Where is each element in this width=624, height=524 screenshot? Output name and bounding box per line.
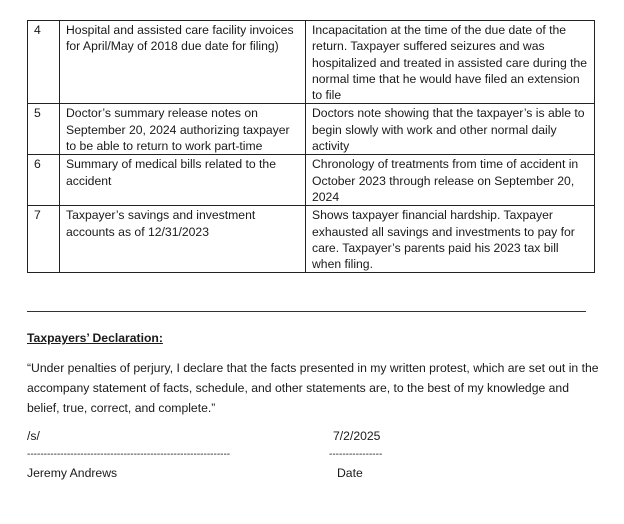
exhibit-relevance: Chronology of treatments from time of accident in October 2023 through release on September 20, 2024 — [306, 155, 595, 206]
section-divider — [27, 311, 586, 312]
exhibit-number: 6 — [28, 155, 60, 206]
table-row — [28, 21, 595, 104]
exhibit-description: Summary of medical bills related to the accident — [60, 155, 306, 206]
exhibit-description: Hospital and assisted care facility invoices for April/May of 2018 due date for filing) — [60, 21, 306, 104]
signer-name: Jeremy Andrews — [27, 466, 118, 480]
exhibit-description: Doctor’s summary release notes on September 20, 2024 authorizing taxpayer to be able to return to work part-time — [60, 104, 306, 155]
exhibit-number: 7 — [28, 206, 60, 273]
exhibits-table — [27, 20, 595, 273]
table-row — [28, 206, 595, 273]
table-row — [28, 104, 595, 155]
exhibit-number: 4 — [28, 21, 60, 104]
signature-line: ------------------------------------------------------------- — [27, 449, 231, 460]
exhibit-relevance: Incapacitation at the time of the due date of the return. Taxpayer suffered seizures and was hospitalized and treated in assisted care during the normal time that he would have filed an extension to file — [306, 21, 595, 104]
exhibit-description: Taxpayer’s savings and investment accounts as of 12/31/2023 — [60, 206, 306, 273]
signature-value: /s/ — [27, 429, 40, 443]
declaration-heading: Taxpayers’ Declaration: — [27, 331, 163, 345]
exhibit-relevance: Shows taxpayer financial hardship. Taxpayer exhausted all savings and investments to pay for care. Taxpayer’s parents paid his 2023 tax bill when filing. — [306, 206, 595, 273]
table-row — [28, 155, 595, 206]
exhibit-relevance: Doctors note showing that the taxpayer’s is able to begin slowly with work and other normal daily activity — [306, 104, 595, 155]
date-label: Date — [337, 466, 363, 480]
date-line: ---------------- — [329, 449, 383, 460]
exhibit-number: 5 — [28, 104, 60, 155]
signature-date: 7/2/2025 — [333, 429, 381, 443]
declaration-text: “Under penalties of perjury, I declare that the facts presented in my written protest, which are set out in the accompany statement of facts, schedule, and other statements are, to the best of my knowledge and belief, true, correct, and complete.” — [27, 361, 599, 415]
